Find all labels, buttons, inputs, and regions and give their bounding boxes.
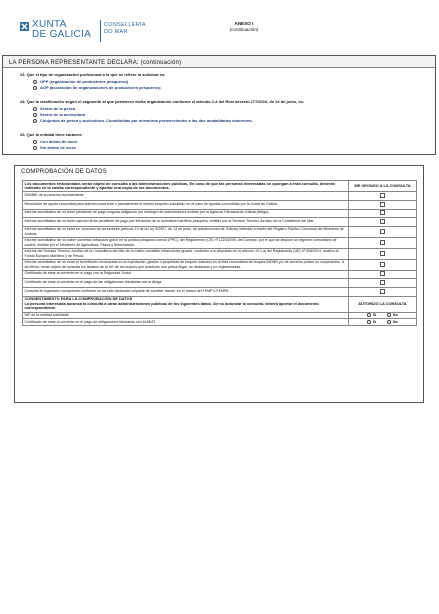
section-title: LA PERSONA REPRESENTANTE DECLARA: (continuación) [9,60,182,66]
authorize-radio-group[interactable]: Sí No [349,312,417,319]
table-row: Resolución de ayuda concedida para subvencionar total o parcialmente el mismo proyecto solicitado, en el caso de ayudas concedidas por la Xunta de Galicia. [23,200,417,209]
oppose-checkbox[interactable] [380,251,385,256]
oppose-checkbox[interactable] [380,193,385,198]
xunta-logo-icon [20,22,29,31]
table-header-text: Los documentos relacionados serán objeto de consulta a las administraciones públicas. En caso de que las personas interesadas se opongan a esta consulta, deberán indicarlo en la casilla correspondiente y aportar una copia de los documentos. [23,181,349,192]
table-row: DNI/NIE de la persona representante [23,192,417,201]
table-row: Informe acreditativo de no estar en concurso de acreedores (artículo 10 de la Ley 9/2007, de 13 de junio, de subvenciones de Galicia) obtenido a través del Registro Público Concursal del Ministerio de Justicia. [23,226,417,237]
option-aop[interactable]: AOP (asociación de organizaciones de productores pesqueros) [33,85,161,90]
oppose-checkbox[interactable] [380,229,385,234]
radio-button[interactable] [33,80,37,84]
question-23: 23. Que el tipo de organización profesional a la que se refiere la solicitud es: [20,72,166,77]
annex-title: ANEXO I (continuación) [229,21,259,32]
oppose-checkbox[interactable] [380,271,385,276]
oppose-checkbox[interactable] [380,210,385,215]
authorize-radio-group[interactable]: Sí No [349,319,417,326]
radio-button[interactable] [33,140,37,144]
radio-no[interactable] [387,313,391,317]
radio-button[interactable] [33,113,37,117]
option-profit[interactable]: Con ánimo de lucro [33,139,77,144]
option-mixed[interactable]: Conjuntos de pesca y acuicultura. Constituidas por miembros pertenecientes a las dos modalidades anteriores. [33,118,253,123]
table-row: Informe acreditativo de no tener pendiente de pago ninguna obligación por reintegro de subvenciones emitido por la Agencia Tributaria de Galicia (Atriga). [23,209,417,218]
logo-separator [100,20,101,42]
radio-button[interactable] [33,146,37,150]
table-row: Certificado de estar al corriente en el pago de obligaciones tributarias con la AEAT Sí No [23,319,417,326]
radio-yes[interactable] [367,313,371,317]
option-fishing[interactable]: Sector de la pesca [33,106,75,111]
table-row: Informe acreditativo de no estar el beneficiario involucrado en la explotación, gestión o propiedad de buques incluidos en la lista comunitaria de buques INDNR y/o de terceros países no cooperantes. A tal efecto, serán objeto de consulta los listados de la UE de los buques que practican una pesca ilegal, no declarada y no reglamentada. [23,259,417,270]
opposition-table [22,180,417,326]
table-row: NIF de la entidad solicitante Sí No [23,312,417,319]
consent-header-column: AUTORIZO LA CONSULTA [349,296,417,312]
table-row: Consulta al organismo competente conforme no ha sido declarado culpable de cometer fraude, en el marco del FEMP o FEMPA [23,287,417,296]
table-row: Informe acreditativo de no haber cometido infracción grave en la política pesquera común (PPC), del Reglamento (CE) nº 1224/2009, del Consejo, por el que se dispone un régimen comunitario de control, emitido por el Ministerio de Agricultura, Pesca y Alimentación. [23,237,417,248]
question-24: 24. Que la clasificación según el segmento al que pertenece dicha organización conforme el artículo 2.4 del Real decreto 277/2016, de 24 de junio, es: [20,99,305,104]
oppose-checkbox[interactable] [380,280,385,285]
section-title: COMPROBACIÓN DE DATOS [21,169,107,175]
consent-header: CONSENTIMIENTO PARA LA COMPROBACIÓN DE DATOS La persona interesada autoriza la consulta a otras administraciones públicas de los siguientes datos. De no autorizar la consulta, deberá aportar el documento correspondiente. [23,296,349,312]
table-row: Certificado de estar al corriente en el pago con la Seguridad Social [23,270,417,279]
data-verification-section [14,165,424,403]
page-header [0,0,439,48]
table-row: Informe del Servicio Técnico-Jurídico de la Consellería del Mar de no haber cometido infracciones graves, conforme a lo dispuesto en el artículo 10.1.a) del Reglamento (UE) nº 508/2014, relativo al Fondo Europeo Marítimo y de Pesca. [23,248,417,259]
option-nonprofit[interactable]: Sin ánimo de lucro [33,145,76,150]
table-header-column: ME OPONGO A LA CONSULTA [349,181,417,192]
oppose-checkbox[interactable] [380,240,385,245]
radio-button[interactable] [33,86,37,90]
radio-no[interactable] [387,320,391,324]
oppose-checkbox[interactable] [380,202,385,207]
radio-button[interactable] [33,119,37,123]
table-row: Certificado de estar al corriente en el pago de las obligaciones tributarias con la Atriga [23,279,417,288]
representative-declares-section [2,55,436,155]
oppose-checkbox[interactable] [380,262,385,267]
department-name: CONSELLERÍA DO MAR [104,22,146,35]
question-25: 25. Que la entidad tiene carácter: [20,132,83,137]
oppose-checkbox[interactable] [380,219,385,224]
radio-button[interactable] [33,107,37,111]
table-row: Informe acreditativo de no tener sanción firme pendiente de pago por infracción de la normativa marítimo-pesquera, emitido por el Servicio Técnico-Jurídico de la Consellería del Mar. [23,218,417,227]
xunta-logo-text: XUNTA DE GALICIA [32,19,92,40]
option-aquaculture[interactable]: Sector de la acuicultura [33,112,85,117]
oppose-checkbox[interactable] [380,289,385,294]
option-opp[interactable]: OPP (organización de productores pesqueros) [33,79,128,84]
radio-yes[interactable] [367,320,371,324]
